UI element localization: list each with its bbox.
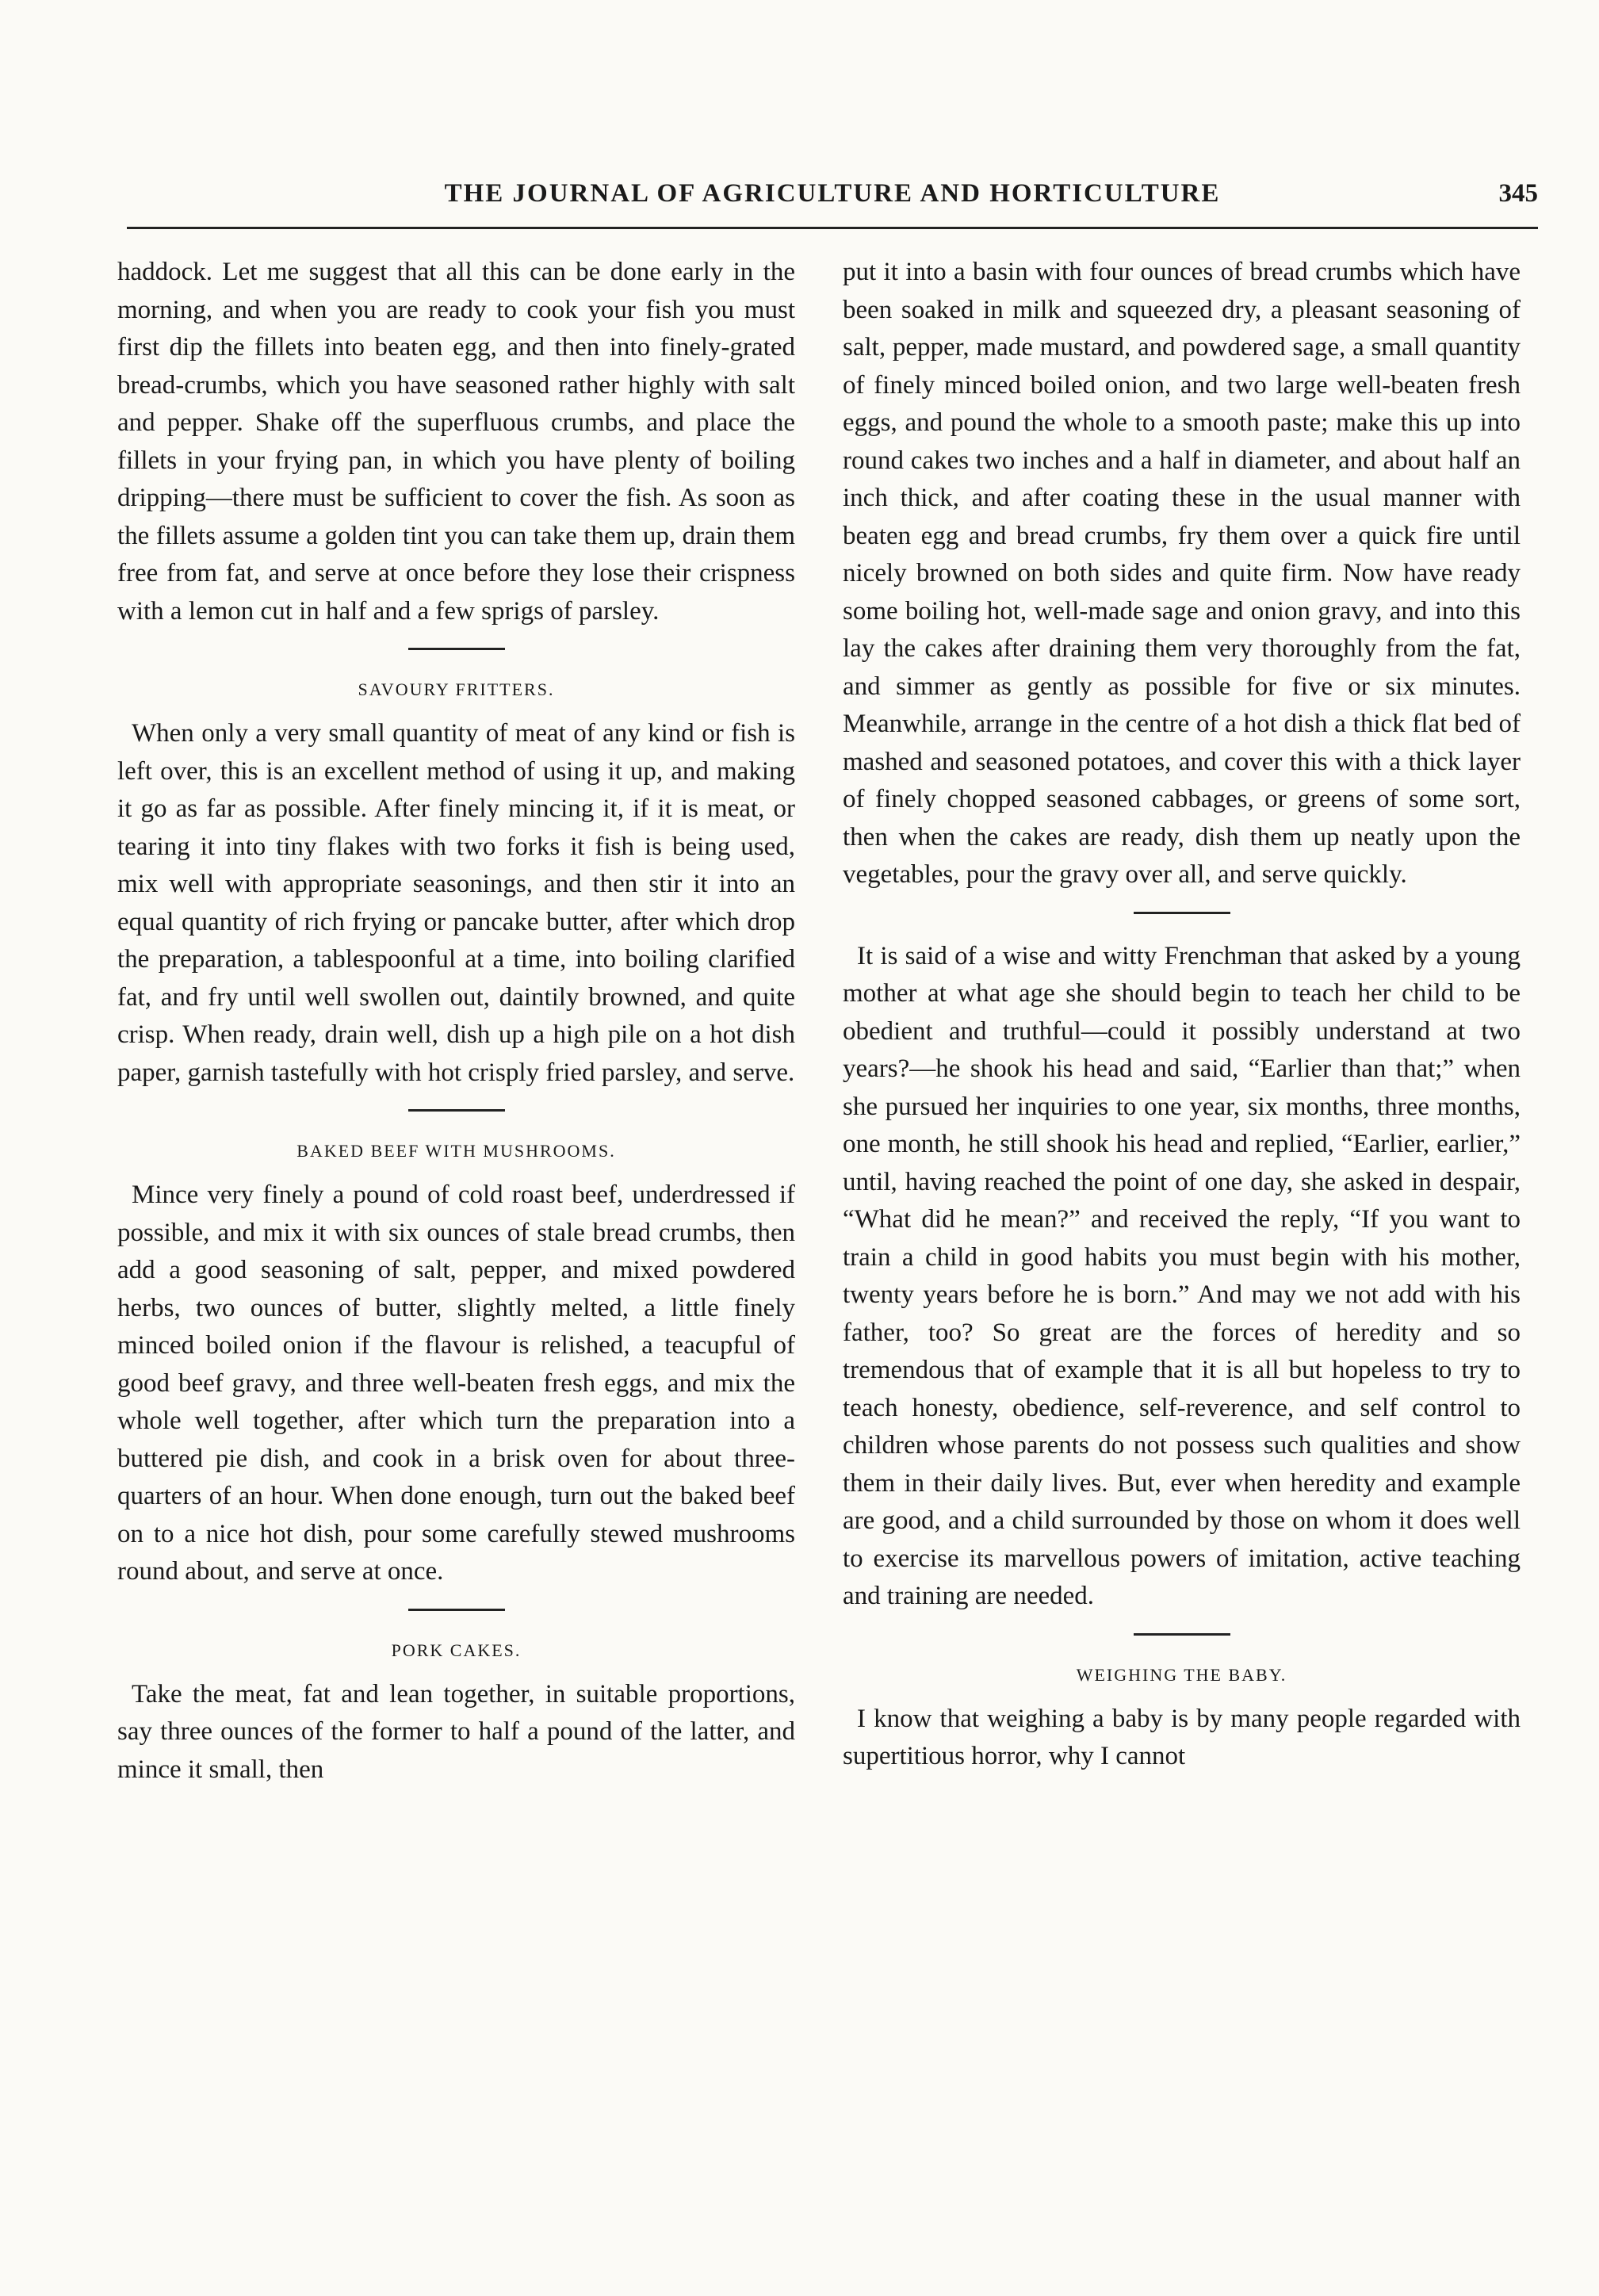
weighing-baby-paragraph: I know that weighing a baby is by many people regarded with supertitious horror, why I cannot <box>843 1704 1521 1770</box>
intro-paragraph: haddock. Let me suggest that all this can be done early in the morning, and when you are ready to cook your fish you must first dip the fillets into beaten egg, and then into finely-grated bread-crumbs, which you have seasoned rather highly with salt and pepper. Shake off the superfluous crumbs, and place the fillets in your frying pan, in which you have plenty of boiling dripping—there must be sufficient to cover the fish. As soon as the fillets assume a golden tint you can take them up, drain them free from fat, and serve at once before they lose their crispness with a lemon cut in half and a few sprigs of parsley. <box>117 258 795 626</box>
section-divider <box>1134 912 1230 914</box>
section-heading-baked-beef: BAKED BEEF WITH MUSHROOMS. <box>296 1141 616 1161</box>
savoury-fritters-paragraph: When only a very small quantity of meat of any kind or fish is left over, this is an excellent method of using it up, and making it go as far as possible. After finely mincing it, if it is meat, or tearing it into tiny flakes with two forks it fish is being used, mix well with appropriate seasonings, and then stir it into an equal quantity of rich frying or pancake butter, after which drop the preparation, a tablespoonful at a time, into boiling clarified fat, and fry until well swollen out, daintily browned, and quite crisp. When ready, drain well, dish up a high pile on a hot dish paper, garnish tastefully with hot crisply fried parsley, and serve. <box>117 719 795 1087</box>
frenchman-anecdote-paragraph: It is said of a wise and witty Frenchman that asked by a young mother at what age she should begin to teach her child to be obedient and truthful—could it possibly understand at two years?—he shook his head and said, “Earlier than that;” when she pursued her inquiries to one year, six months, three months, one month, he still shook his head and replied, “Earlier, earlier,” until, having reached the point of one day, she asked in despair, “What did he mean?” and received the reply, “If you want to train a child in good habits you must begin with his mother, twenty years before he is born.” And may we not add with his father, too? So great are the forces of heredity and so tremendous that of example that it is all but hopeless to try to teach honesty, obedience, self-reverence, and self control to children whose parents do not possess such qualities and show them in their daily lives. But, ever when heredity and example are good, and a child surrounded by those on whom it does well to exercise its marvellous powers of imitation, active teaching and training are needed. <box>843 941 1521 1610</box>
section-heading-pork-cakes: PORK CAKES. <box>391 1640 522 1660</box>
pork-cakes-continuation: put it into a basin with four ounces of bread crumbs which have been soaked in milk and squeezed dry, a pleasant seasoning of salt, pepper, made mustard, and powdered sage, a small quantity of finely minced boiled onion, and two large well-beaten fresh eggs, and pound the whole to a smooth paste; make this up into round cakes two inches and a half in diameter, and about half an inch thick, and after coating these in the usual manner with beaten egg and bread crumbs, fry them over a quick fire until nicely browned on both sides and quite firm. Now have ready some boiling hot, well-made sage and onion gravy, and into this lay the cakes after draining them very thoroughly from the fat, and simmer as gently as possible for five or six minutes. Meanwhile, arrange in the centre of a hot dish a thick flat bed of mashed and seasoned potatoes, and cover this with a thick layer of finely chopped seasoned cabbages, or greens of some sort, then when the cakes are ready, dish them up neatly upon the vegetables, pour the gravy over all, and serve quickly. <box>843 258 1521 889</box>
right-column <box>843 254 1521 2283</box>
page-number: 345 <box>1498 179 1538 208</box>
header-rule <box>127 227 1538 229</box>
section-divider <box>1134 1633 1230 1636</box>
page-header <box>127 179 1538 217</box>
section-heading-savoury-fritters: SAVOURY FRITTERS. <box>358 679 555 699</box>
section-heading-weighing-baby: WEIGHING THE BABY. <box>1076 1664 1287 1685</box>
section-divider <box>408 648 505 650</box>
baked-beef-paragraph: Mince very finely a pound of cold roast beef, underdressed if possible, and mix it with six ounces of stale bread crumbs, then add a good seasoning of salt, pepper, and mixed powdered herbs, two ounces of butter, slightly melted, a little finely minced boiled onion if the flavour is relished, a teacupful of good beef gravy, and three well-beaten fresh eggs, and mix the whole well together, after which turn the preparation into a buttered pie dish, and cook in a brisk oven for about three-quarters of an hour. When done enough, turn out the baked beef on to a nice hot dish, pour some carefully stewed mushrooms round about, and serve at once. <box>117 1181 795 1586</box>
pork-cakes-paragraph: Take the meat, fat and lean together, in suitable proportions, say three ounces of the former to half a pound of the latter, and mince it small, then <box>117 1679 795 1784</box>
section-divider <box>408 1109 505 1112</box>
left-column <box>117 254 795 2283</box>
section-divider <box>408 1609 505 1611</box>
journal-title: THE JOURNAL OF AGRICULTURE AND HORTICULTURE <box>444 179 1221 208</box>
